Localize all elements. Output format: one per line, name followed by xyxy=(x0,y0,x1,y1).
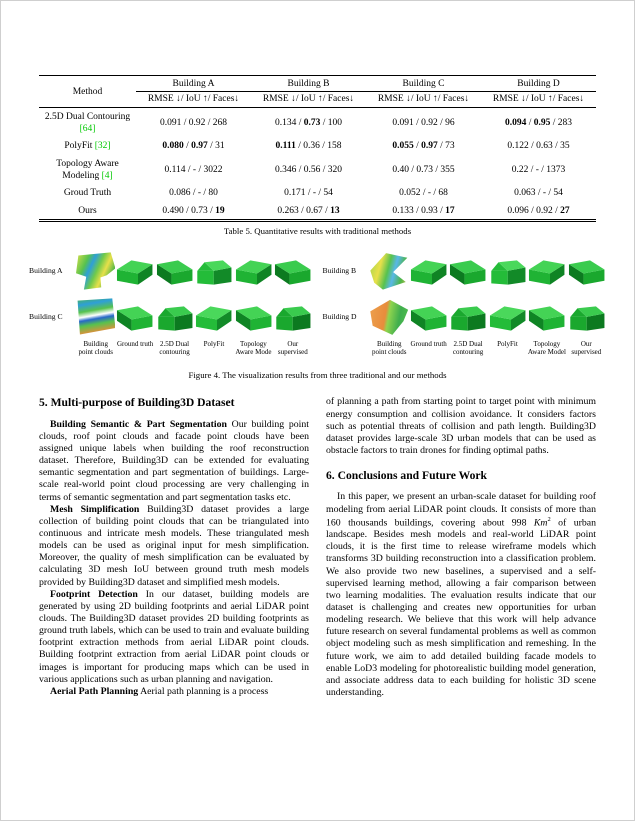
metric-cell: 0.263 / 0.67 / 13 xyxy=(277,205,340,216)
figure-row-label: Building B xyxy=(322,266,357,276)
metric-cell: 0.111 / 0.36 / 158 xyxy=(275,141,342,152)
point-cloud-render xyxy=(76,298,115,336)
point-cloud-render xyxy=(370,298,409,336)
body-text xyxy=(39,396,596,699)
building-model-render xyxy=(273,255,312,288)
building-model-render xyxy=(155,301,194,334)
figure-cell xyxy=(273,295,312,339)
table-row xyxy=(39,138,596,155)
metric-cell: 0.114 / - / 3022 xyxy=(164,164,223,175)
metric-cell: 0.094 / 0.95 / 283 xyxy=(504,117,573,128)
figure-column-label: 2.5D Dual contouring xyxy=(159,340,190,357)
figure-row xyxy=(323,248,607,294)
building-model-render xyxy=(194,255,233,288)
paragraph-text: Aerial path planning is a process xyxy=(140,685,269,697)
figure-cell xyxy=(115,295,154,339)
figure-cell xyxy=(115,249,154,293)
figure-cell xyxy=(567,249,606,293)
metric-cell: 0.122 / 0.63 / 35 xyxy=(507,141,570,152)
paragraph-lead: Building Semantic & Part Segmentation xyxy=(50,418,227,430)
metric-cell: 0.346 / 0.56 / 320 xyxy=(274,164,343,175)
table-header-method: Method xyxy=(39,76,136,108)
building-model-render xyxy=(409,301,448,334)
table-block xyxy=(39,75,596,236)
table-row xyxy=(39,155,596,185)
paragraph-text: Building3D dataset provides a large collection of building point clouds that can be triangulated into continuous and intricate mesh models. These triangulated mesh models can be used as original input for mesh simplification. Moreover, the quality of mesh simplification can be evaluated by calculating 3D mesh IoU between ground truth mesh models provided by Building3D dataset and simplified mesh models. xyxy=(39,503,309,588)
figure-cell xyxy=(488,249,527,293)
figure-cell xyxy=(448,295,487,339)
figure-column-label: PolyFit xyxy=(497,340,518,349)
figure-cell xyxy=(234,295,273,339)
figure-column-label: Our supervised xyxy=(277,340,308,357)
building-model-render xyxy=(527,301,566,334)
figure-row-label: Building C xyxy=(29,312,63,322)
figure-column-label: Topology Aware Mode xyxy=(235,340,272,357)
building-model-render xyxy=(448,255,487,288)
figure-cell xyxy=(488,295,527,339)
table-row xyxy=(39,202,596,221)
figure-cell xyxy=(194,249,233,293)
building-model-render xyxy=(155,255,194,288)
table-caption: Table 5. Quantitative results with traditional methods xyxy=(223,226,412,237)
figure-group xyxy=(29,248,313,364)
section-6-heading: 6. Conclusions and Future Work xyxy=(326,469,487,483)
building-model-render xyxy=(409,255,448,288)
km-squared-exponent: 2 xyxy=(547,515,551,523)
figure-column-label: Ground truth xyxy=(410,340,447,349)
point-cloud-render xyxy=(76,252,115,290)
figure-row xyxy=(29,294,313,340)
figure-cell xyxy=(155,295,194,339)
section-5-heading: 5. Multi-purpose of Building3D Dataset xyxy=(39,396,235,410)
paragraph-aerial-continuation: of planning a path from starting point to target point with minimum energy consumption and collision avoidance. It considers factors such as potential threats of collision and path length. Building3D dataset provides large-scale 3D urban models that can be used as obstacle factors to train drones for finding optimal paths. xyxy=(326,396,596,456)
paragraph-conclusion xyxy=(326,491,596,699)
table-header-building-d: Building D xyxy=(481,76,596,92)
building-model-render xyxy=(567,255,606,288)
conclusion-text-after: of urban landscape. Besides mesh models and real-world LiDAR point clouds, it is the first time to release wireframe models which transforms 3D building reconstruction into a classification problem. We also provide two new baselines, a supervised and a self-supervised learning method, allowing a fair comparison between two learning modalities. The evaluation results indicate that our dataset is challenging and creates new opportunities for urban modeling research. We believe that this work will help advance future research on several fundamental problems as well as common object modeling such as mesh simplification and remeshing. In the future work, we aim to add detailed building facade models to enable LoD3 modeling for photorealistic building model generation, and associate address data to each building for holistic 3D scene understanding. xyxy=(326,517,596,698)
metric-cell: 0.091 / 0.92 / 96 xyxy=(392,117,455,128)
figure-caption: Figure 4. The visualization results from three traditional and our methods xyxy=(188,370,447,381)
citation-ref[interactable]: [4] xyxy=(101,170,113,181)
method-cell: Ours xyxy=(78,205,97,216)
building-model-render xyxy=(194,301,233,334)
figure-cell xyxy=(527,295,566,339)
building-model-render xyxy=(273,301,312,334)
table-header-building-a: Building A xyxy=(136,76,251,92)
figure-cell xyxy=(448,249,487,293)
metric-cell: 0.052 / - / 68 xyxy=(399,188,448,199)
figure-column-label: Ground truth xyxy=(116,340,154,349)
figure-label-row xyxy=(323,340,607,364)
metric-cell: 0.091 / 0.92 / 268 xyxy=(159,117,228,128)
method-cell: PolyFit [32] xyxy=(64,141,111,152)
building-model-render xyxy=(234,301,273,334)
method-cell: Groud Truth xyxy=(63,188,112,199)
figure-row-label: Building D xyxy=(322,312,357,322)
building-model-render xyxy=(234,255,273,288)
text-column-left xyxy=(39,396,309,699)
building-model-render xyxy=(488,255,527,288)
text-column-right xyxy=(326,396,596,699)
table-header-building-b: Building B xyxy=(251,76,366,92)
table-subheader-metrics: RMSE ↓/ IoU ↑/ Faces↓ xyxy=(136,92,251,108)
paragraph-footprint-detection xyxy=(39,589,309,686)
figure-cell xyxy=(409,249,448,293)
figure-column-label: 2.5D Dual contouring xyxy=(452,340,484,357)
table-subheader-metrics: RMSE ↓/ IoU ↑/ Faces↓ xyxy=(481,92,596,108)
metric-cell: 0.490 / 0.73 / 19 xyxy=(162,205,225,216)
metric-cell: 0.40 / 0.73 / 355 xyxy=(392,164,455,175)
citation-ref[interactable]: [32] xyxy=(94,141,111,152)
paragraph-aerial-path-planning xyxy=(39,686,309,698)
figure-row-label: Building A xyxy=(29,266,63,276)
km-squared-unit: Km xyxy=(533,517,548,529)
figure-column-label: Building point clouds xyxy=(372,340,407,357)
figure-cell xyxy=(194,295,233,339)
paragraph-mesh-simplification xyxy=(39,504,309,589)
metric-cell: 0.171 / - / 54 xyxy=(284,188,333,199)
table-row xyxy=(39,108,596,138)
figure-row xyxy=(323,294,607,340)
method-cell: 2.5D Dual Contouring [64] xyxy=(44,111,131,134)
figure-cell xyxy=(76,295,115,339)
paragraph-lead: Footprint Detection xyxy=(50,588,138,600)
table-row xyxy=(39,185,596,202)
table-subheader-metrics: RMSE ↓/ IoU ↑/ Faces↓ xyxy=(251,92,366,108)
metric-cell: 0.055 / 0.97 / 73 xyxy=(392,141,455,152)
figure-panel xyxy=(29,248,606,380)
point-cloud-render xyxy=(370,252,409,290)
paragraph-lead: Aerial Path Planning xyxy=(50,685,139,697)
figure-group xyxy=(323,248,607,364)
building-model-render xyxy=(567,301,606,334)
figure-column-label: Topology Aware Model xyxy=(527,340,566,357)
building-model-render xyxy=(448,301,487,334)
building-model-render xyxy=(488,301,527,334)
figure-label-row xyxy=(29,340,313,364)
figure-cell xyxy=(155,249,194,293)
figure-column-label: Our supervised xyxy=(571,340,602,357)
figure-cell xyxy=(409,295,448,339)
metric-cell: 0.080 / 0.97 / 31 xyxy=(162,141,225,152)
figure-cell xyxy=(370,249,409,293)
paragraph-text: Our building point clouds, roof point clouds and facade point clouds have been assigned unique labels when building the roof reconstruction dataset. Therefore, Building3D can be extended for evaluating semantic segmentation and part segmentation of buildings. Large-scale real-world point cloud processing are very challenging in terms of semantic segmentation and part segmentation tasks etc. xyxy=(39,418,309,503)
figure-column-label: Building point clouds xyxy=(78,340,113,357)
building-model-render xyxy=(115,301,154,334)
results-table xyxy=(39,75,596,222)
metric-cell: 0.086 / - / 80 xyxy=(169,188,218,199)
figure-cell xyxy=(76,249,115,293)
metric-cell: 0.133 / 0.93 / 17 xyxy=(392,205,455,216)
figure-cell xyxy=(273,249,312,293)
conclusion-text-before: In this paper, we present an urban-scale dataset for building roof modeling from aerial LiDAR point clouds. It consists of more than 160 thousands buildings, covering about 998 xyxy=(326,491,596,529)
paragraph-lead: Mesh Simplification xyxy=(50,503,140,515)
method-cell: Topology Aware Modeling [4] xyxy=(56,158,119,181)
paragraph-text: In our dataset, building models are generated by using 2D building footprints and aerial LiDAR point clouds. The Building3D dataset provides 2D building footprints as ground truth labels, which can be used to train and evaluate building footprint extraction methods from aerial LiDAR point clouds. Building footprint extraction from aerial LiDAR point clouds or images is important for producing maps which can be used in various applications such as urban planning and navigation. xyxy=(39,588,309,685)
metric-cell: 0.063 / - / 54 xyxy=(514,188,563,199)
building-model-render xyxy=(527,255,566,288)
metric-cell: 0.134 / 0.73 / 100 xyxy=(274,117,343,128)
paragraph-semantic-segmentation xyxy=(39,419,309,504)
metric-cell: 0.22 / - / 1373 xyxy=(511,164,566,175)
metric-cell: 0.096 / 0.92 / 27 xyxy=(507,205,570,216)
table-subheader-metrics: RMSE ↓/ IoU ↑/ Faces↓ xyxy=(366,92,481,108)
table-header-building-c: Building C xyxy=(366,76,481,92)
building-model-render xyxy=(115,255,154,288)
figure-column-label: PolyFit xyxy=(203,340,225,349)
figure-cell xyxy=(234,249,273,293)
figure-row xyxy=(29,248,313,294)
figure-groups xyxy=(29,248,606,364)
figure-cell xyxy=(527,249,566,293)
citation-ref[interactable]: [64] xyxy=(79,123,96,134)
figure-cell xyxy=(370,295,409,339)
figure-cell xyxy=(567,295,606,339)
